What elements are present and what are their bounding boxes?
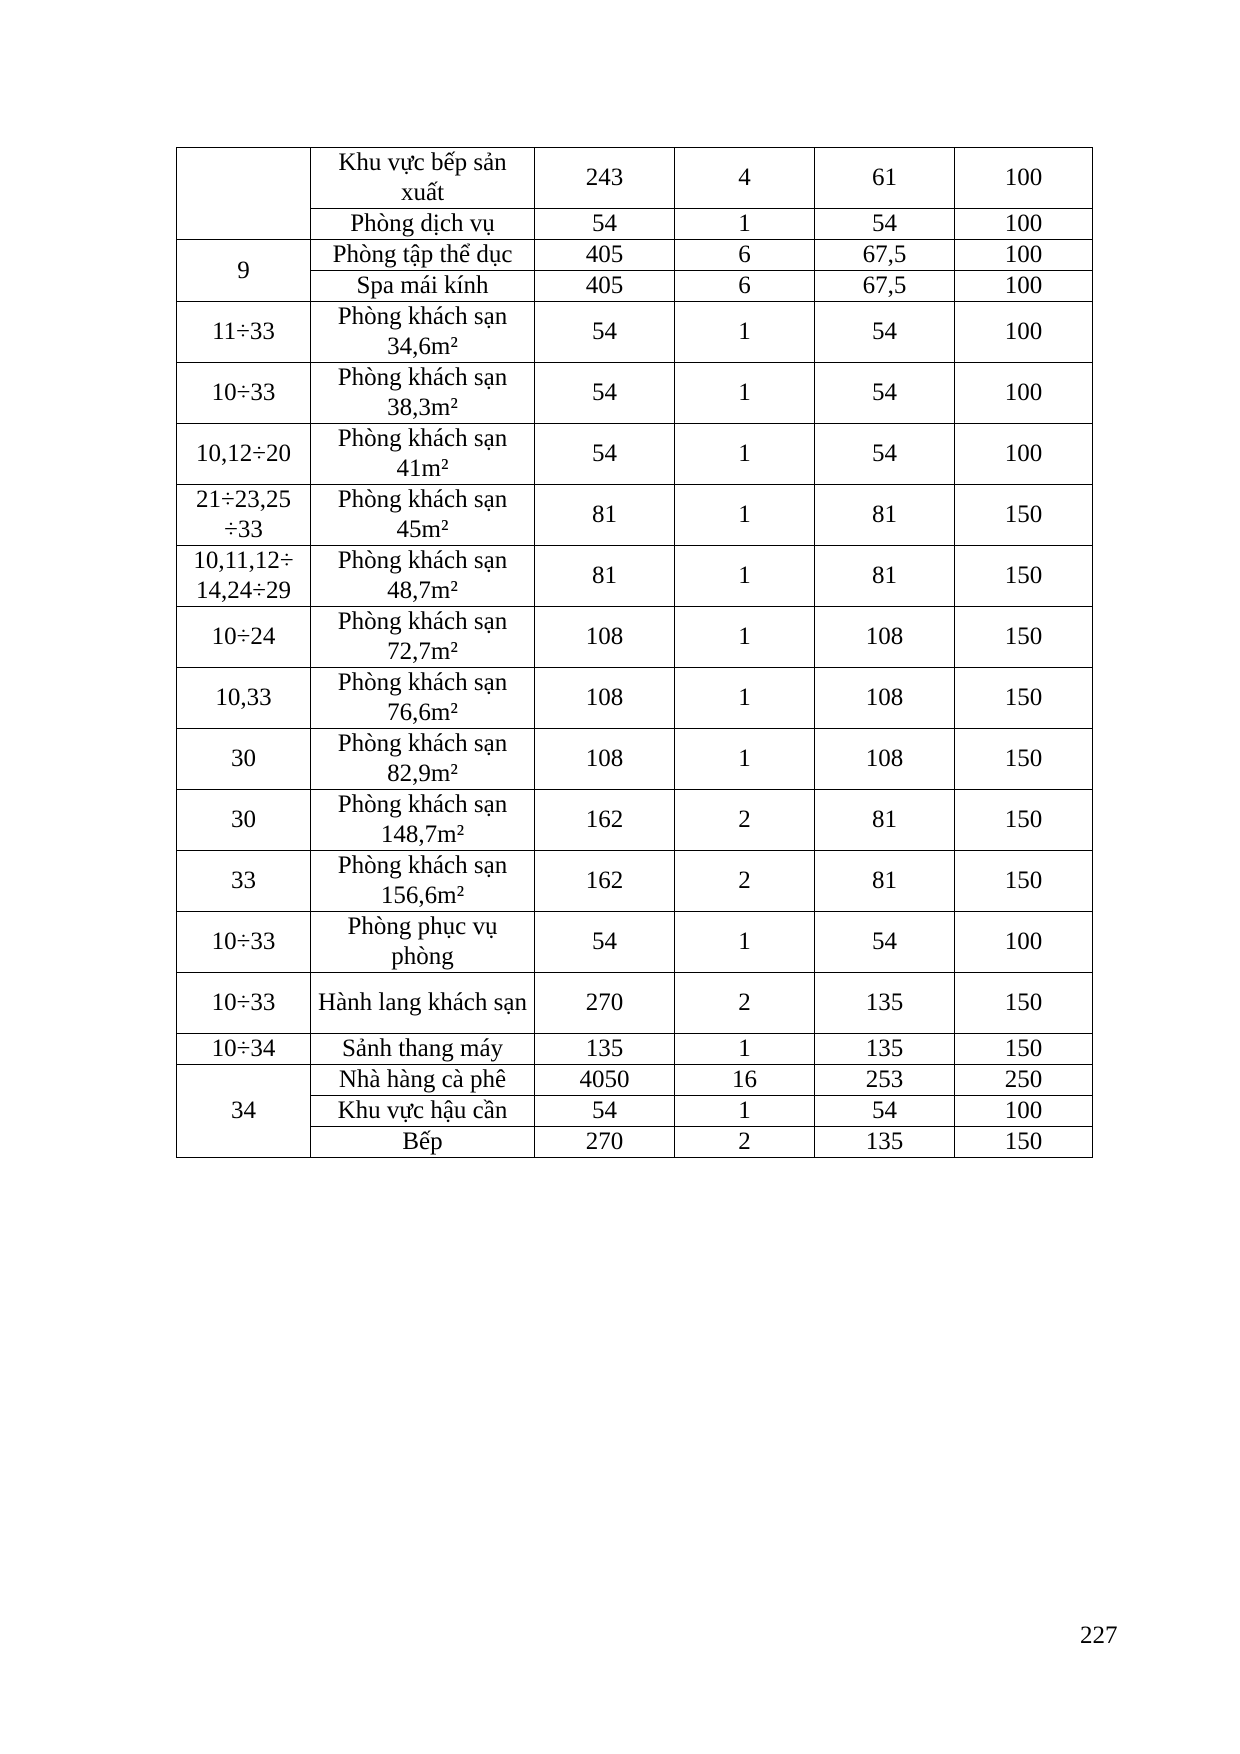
- floor-cell: 10÷33: [177, 912, 311, 973]
- value-cell: 54: [535, 1096, 675, 1127]
- value-cell: 100: [955, 148, 1093, 209]
- table-row: [177, 1065, 1093, 1096]
- floor-cell: 10,12÷20: [177, 424, 311, 485]
- value-cell: 54: [535, 302, 675, 363]
- value-cell: 54: [535, 912, 675, 973]
- value-cell: 150: [955, 973, 1093, 1034]
- value-cell: 81: [535, 485, 675, 546]
- space-name-cell: Phòng khách sạn 76,6m²: [311, 668, 535, 729]
- value-cell: 54: [535, 424, 675, 485]
- table-row: [177, 485, 1093, 546]
- floor-cell: 10,33: [177, 668, 311, 729]
- table-row: [177, 729, 1093, 790]
- value-cell: 270: [535, 973, 675, 1034]
- space-name-cell: Phòng khách sạn 34,6m²: [311, 302, 535, 363]
- value-cell: 405: [535, 240, 675, 271]
- floor-cell: 10÷24: [177, 607, 311, 668]
- value-cell: 100: [955, 240, 1093, 271]
- value-cell: 81: [815, 546, 955, 607]
- value-cell: 162: [535, 851, 675, 912]
- table-row: [177, 148, 1093, 209]
- space-name-cell: Hành lang khách sạn: [311, 973, 535, 1034]
- space-name-cell: Phòng phục vụ phòng: [311, 912, 535, 973]
- value-cell: 1: [675, 363, 815, 424]
- value-cell: 108: [815, 607, 955, 668]
- floor-cell: 34: [177, 1065, 311, 1158]
- floor-cell: 33: [177, 851, 311, 912]
- table-row: [177, 209, 1093, 240]
- table-row: [177, 973, 1093, 1034]
- value-cell: 135: [815, 1034, 955, 1065]
- value-cell: 135: [815, 1127, 955, 1158]
- space-name-cell: Bếp: [311, 1127, 535, 1158]
- table-row: [177, 790, 1093, 851]
- value-cell: 100: [955, 363, 1093, 424]
- table-row: [177, 1127, 1093, 1158]
- value-cell: 253: [815, 1065, 955, 1096]
- value-cell: 4050: [535, 1065, 675, 1096]
- space-name-cell: Spa mái kính: [311, 271, 535, 302]
- value-cell: 108: [815, 729, 955, 790]
- floor-cell: 10÷34: [177, 1034, 311, 1065]
- value-cell: 1: [675, 668, 815, 729]
- value-cell: 1: [675, 1034, 815, 1065]
- value-cell: 108: [535, 668, 675, 729]
- floor-cell: 10÷33: [177, 973, 311, 1034]
- page-number: 227: [1080, 1622, 1118, 1649]
- value-cell: 100: [955, 209, 1093, 240]
- value-cell: 81: [535, 546, 675, 607]
- value-cell: 1: [675, 607, 815, 668]
- value-cell: 4: [675, 148, 815, 209]
- value-cell: 54: [535, 209, 675, 240]
- value-cell: 150: [955, 668, 1093, 729]
- value-cell: 54: [815, 209, 955, 240]
- value-cell: 150: [955, 546, 1093, 607]
- value-cell: 2: [675, 851, 815, 912]
- value-cell: 61: [815, 148, 955, 209]
- value-cell: 1: [675, 546, 815, 607]
- value-cell: 81: [815, 851, 955, 912]
- value-cell: 150: [955, 851, 1093, 912]
- value-cell: 100: [955, 912, 1093, 973]
- space-name-cell: Phòng khách sạn 48,7m²: [311, 546, 535, 607]
- space-name-cell: Khu vực hậu cần: [311, 1096, 535, 1127]
- value-cell: 67,5: [815, 240, 955, 271]
- value-cell: 2: [675, 973, 815, 1034]
- floor-cell: 10÷33: [177, 363, 311, 424]
- value-cell: 6: [675, 240, 815, 271]
- space-name-cell: Phòng khách sạn 72,7m²: [311, 607, 535, 668]
- value-cell: 108: [535, 607, 675, 668]
- value-cell: 1: [675, 1096, 815, 1127]
- floor-cell: [177, 148, 311, 240]
- value-cell: 54: [815, 912, 955, 973]
- space-name-cell: Phòng khách sạn 41m²: [311, 424, 535, 485]
- table-row: [177, 424, 1093, 485]
- value-cell: 54: [815, 1096, 955, 1127]
- value-cell: 150: [955, 607, 1093, 668]
- value-cell: 243: [535, 148, 675, 209]
- value-cell: 1: [675, 302, 815, 363]
- value-cell: 135: [535, 1034, 675, 1065]
- space-name-cell: Phòng khách sạn 148,7m²: [311, 790, 535, 851]
- table-row: [177, 240, 1093, 271]
- value-cell: 6: [675, 271, 815, 302]
- value-cell: 1: [675, 424, 815, 485]
- space-name-cell: Khu vực bếp sản xuất: [311, 148, 535, 209]
- floor-cell: 30: [177, 729, 311, 790]
- value-cell: 108: [815, 668, 955, 729]
- value-cell: 100: [955, 424, 1093, 485]
- value-cell: 405: [535, 271, 675, 302]
- value-cell: 270: [535, 1127, 675, 1158]
- value-cell: 150: [955, 485, 1093, 546]
- value-cell: 1: [675, 485, 815, 546]
- table-row: [177, 302, 1093, 363]
- space-name-cell: Phòng khách sạn 156,6m²: [311, 851, 535, 912]
- value-cell: 108: [535, 729, 675, 790]
- table-row: [177, 546, 1093, 607]
- data-table: [176, 147, 1093, 1158]
- floor-cell: 11÷33: [177, 302, 311, 363]
- space-name-cell: Phòng dịch vụ: [311, 209, 535, 240]
- floor-cell: 9: [177, 240, 311, 302]
- table-row: [177, 271, 1093, 302]
- table-row: [177, 851, 1093, 912]
- value-cell: 1: [675, 209, 815, 240]
- value-cell: 1: [675, 729, 815, 790]
- space-name-cell: Phòng khách sạn 38,3m²: [311, 363, 535, 424]
- space-name-cell: Phòng tập thể dục: [311, 240, 535, 271]
- table-row: [177, 668, 1093, 729]
- value-cell: 2: [675, 1127, 815, 1158]
- table-row: [177, 1096, 1093, 1127]
- floor-cell: 10,11,12÷ 14,24÷29: [177, 546, 311, 607]
- value-cell: 67,5: [815, 271, 955, 302]
- value-cell: 81: [815, 790, 955, 851]
- table-row: [177, 912, 1093, 973]
- value-cell: 150: [955, 1127, 1093, 1158]
- value-cell: 54: [535, 363, 675, 424]
- value-cell: 54: [815, 424, 955, 485]
- space-name-cell: Nhà hàng cà phê: [311, 1065, 535, 1096]
- value-cell: 100: [955, 1096, 1093, 1127]
- value-cell: 1: [675, 912, 815, 973]
- value-cell: 54: [815, 302, 955, 363]
- value-cell: 54: [815, 363, 955, 424]
- value-cell: 100: [955, 271, 1093, 302]
- space-name-cell: Phòng khách sạn 82,9m²: [311, 729, 535, 790]
- space-name-cell: Phòng khách sạn 45m²: [311, 485, 535, 546]
- value-cell: 2: [675, 790, 815, 851]
- floor-cell: 21÷23,25 ÷33: [177, 485, 311, 546]
- value-cell: 135: [815, 973, 955, 1034]
- value-cell: 100: [955, 302, 1093, 363]
- value-cell: 150: [955, 790, 1093, 851]
- floor-cell: 30: [177, 790, 311, 851]
- space-name-cell: Sảnh thang máy: [311, 1034, 535, 1065]
- value-cell: 150: [955, 729, 1093, 790]
- table-row: [177, 1034, 1093, 1065]
- value-cell: 81: [815, 485, 955, 546]
- value-cell: 250: [955, 1065, 1093, 1096]
- table-row: [177, 607, 1093, 668]
- table-row: [177, 363, 1093, 424]
- value-cell: 162: [535, 790, 675, 851]
- value-cell: 150: [955, 1034, 1093, 1065]
- value-cell: 16: [675, 1065, 815, 1096]
